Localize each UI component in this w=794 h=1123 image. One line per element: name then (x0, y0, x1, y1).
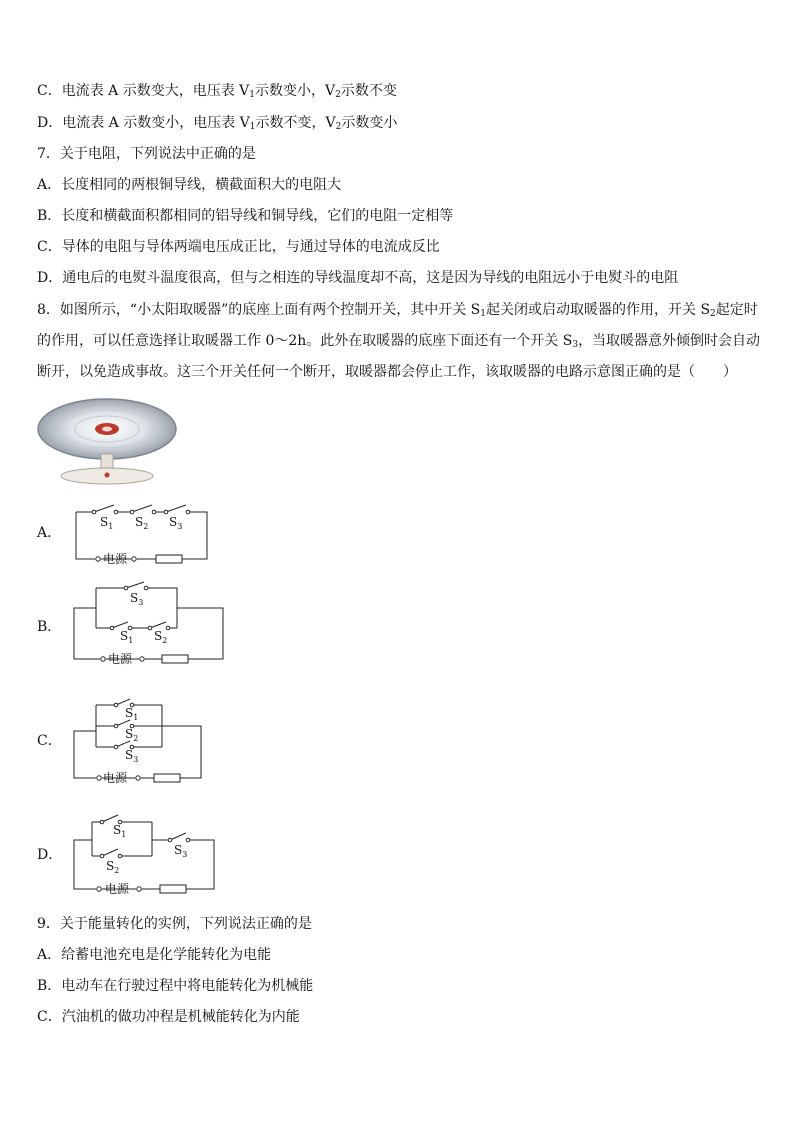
q9-option-c: C．汽油机的做功冲程是机械能转化为内能 (37, 1009, 300, 1025)
q9-option-b: B．电动车在行驶过程中将电能转化为机械能 (37, 978, 314, 994)
q6-option-d: D．电流表 A 示数变小，电压表 $V_1$示数不变，$V_2$示数变小 (37, 115, 398, 132)
svg-text:S2: $S_2$ (125, 727, 139, 743)
svg-text:S1: $S_1$ (100, 515, 114, 531)
circuit-c (70, 695, 215, 785)
svg-text:电源: 电源 (103, 552, 128, 566)
q7-option-b: B．长度和横截面积都相同的铝导线和铜导线，它们的电阻一定相等 (37, 208, 454, 224)
q7-stem: 7．关于电阻，下列说法中正确的是 (37, 146, 256, 162)
q8-option-a-label: A． (37, 525, 62, 541)
heater-image (37, 396, 183, 486)
q9-option-a: A．给蓄电池充电是化学能转化为电能 (37, 947, 272, 963)
q8-stem-line3: 断开，以免造成事故。这三个开关任何一个断开，取暖器都会停止工作，该取暖器的电路示意图正确的是（ ） (37, 364, 737, 380)
q8-stem-line1: 8．如图所示，“小太阳取暖器”的底座上面有两个控制开关，其中开关 $S_1$起关闭或启动取暖器的作用，开关 $S_2$起定时 (37, 302, 758, 319)
svg-text:S3: $S_3$ (125, 748, 139, 764)
circuit-d (70, 808, 220, 898)
svg-text:S1: $S_1$ (125, 706, 139, 722)
svg-text:S3: $S_3$ (130, 591, 144, 607)
svg-text:电源: 电源 (108, 652, 133, 666)
svg-text:电源: 电源 (105, 882, 130, 896)
svg-text:S3: $S_3$ (169, 515, 183, 531)
svg-text:S2: $S_2$ (106, 859, 120, 875)
circuit-a (70, 498, 215, 570)
svg-text:S3: $S_3$ (174, 843, 188, 859)
q8-option-c-label: C． (37, 733, 62, 749)
svg-text:S1: $S_1$ (120, 629, 134, 645)
q9-stem: 9．关于能量转化的实例，下列说法正确的是 (37, 916, 312, 932)
q8-option-b-label: B． (37, 619, 62, 635)
q8-option-d-label: D． (37, 847, 63, 863)
q7-option-d: D．通电后的电熨斗温度很高，但与之相连的导线温度却不高，这是因为导线的电阻远小于电熨斗的电阻 (37, 270, 679, 286)
q8-stem-line2: 的作用，可以任意选择让取暖器工作 0～2h。此外在取暖器的底座下面还有一个开关 $S_3$，当取暖器意外倾倒时会自动 (37, 333, 761, 350)
svg-text:S2: $S_2$ (154, 629, 168, 645)
q7-option-a: A．长度相同的两根铜导线，横截面积大的电阻大 (37, 177, 342, 193)
q7-option-c: C．导体的电阻与导体两端电压成正比，与通过导体的电流成反比 (37, 239, 440, 255)
svg-text:电源: 电源 (103, 771, 128, 785)
q6-option-c: C．电流表 A 示数变大，电压表 $V_1$示数变小，$V_2$示数不变 (37, 83, 397, 100)
svg-text:S2: $S_2$ (135, 515, 149, 531)
svg-text:S1: $S_1$ (113, 823, 127, 839)
circuit-b (70, 580, 230, 666)
